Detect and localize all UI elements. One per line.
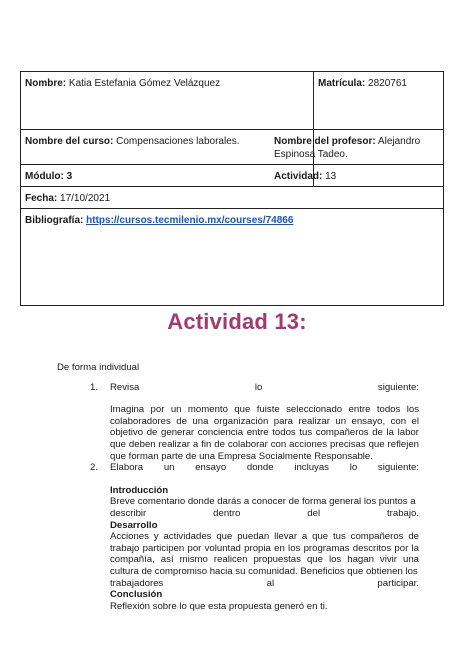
introduccion-title: Introducción	[110, 484, 169, 496]
date-value: 17/10/2021	[60, 193, 111, 204]
course-label: Nombre del curso:	[25, 136, 114, 147]
activity-value: 13	[325, 171, 337, 182]
conclusion-title: Conclusión	[110, 589, 163, 601]
item-2-lead: Elabora un ensayo donde incluyas lo siguiente:	[110, 462, 419, 474]
list-number-2: 2.	[90, 462, 99, 474]
desarrollo-title: Desarrollo	[110, 519, 158, 531]
course-cell	[21, 130, 314, 165]
intro-text: De forma individual	[57, 362, 140, 373]
professor-value: Alejandro Espinosa Tadeo.	[274, 136, 421, 160]
professor-cell	[274, 130, 444, 165]
item-1-paragraph: Imagina por un momento que fuiste seleccionado entre todos los colaboradores de una organización para realizar un ensayo, con el objetivo de generar conciencia entre todos tus compañeros de la labor que deben realizar a fin de colaborar con acciones precisas que reflejen que forman parte de una Empresa Socialmente Responsable.	[110, 404, 419, 462]
desarrollo-words: trabajadores al participar.	[110, 577, 419, 589]
student-name-cell	[21, 72, 314, 130]
instructions	[57, 362, 419, 612]
bibliography-link[interactable]: https://cursos.tecmilenio.mx/courses/74866	[86, 215, 294, 226]
item-1-lead: Revisa lo siguiente:	[110, 381, 419, 393]
date-label: Fecha:	[25, 193, 58, 204]
list-item-2	[57, 462, 419, 612]
activity-label: Actividad:	[274, 171, 323, 182]
introduccion-text: Breve comentario donde darás a conocer de forma general los puntos a	[110, 496, 416, 508]
student-name-value: Katia Estefania Gómez Velázquez	[68, 78, 221, 89]
date-cell	[21, 187, 444, 209]
desarrollo-text: Acciones y actividades que puedan llevar a que tus compañeros de trabajo participen por voluntad propia en los programas descritos por la compañía, así mismo realicen propuestas que los hagan vivir una cultura de compromiso hacia su comunidad. Beneficios que obtienen los	[110, 531, 419, 577]
list-item-1	[57, 382, 419, 463]
professor-label: Nombre del profesor:	[274, 136, 376, 147]
bibliography-label: Bibliografía:	[25, 215, 84, 226]
course-value: Compensaciones laborales.	[116, 136, 240, 147]
introduccion-words: describir dentro del trabajo.	[110, 507, 419, 519]
list-number-1: 1.	[90, 381, 99, 393]
module-cell	[21, 165, 314, 187]
header-info-table	[20, 71, 444, 306]
conclusion-text: Reflexión sobre lo que esta propuesta generó en ti.	[110, 600, 328, 612]
module-label: Módulo: 3	[25, 171, 73, 182]
matricula-cell	[314, 72, 444, 130]
matricula-value: 2820761	[368, 78, 407, 89]
bibliography-cell	[21, 209, 444, 306]
activity-cell	[274, 165, 444, 187]
student-name-label: Nombre:	[25, 78, 67, 89]
matricula-label: Matrícula:	[318, 78, 366, 89]
activity-title: Actividad 13:	[167, 309, 307, 334]
